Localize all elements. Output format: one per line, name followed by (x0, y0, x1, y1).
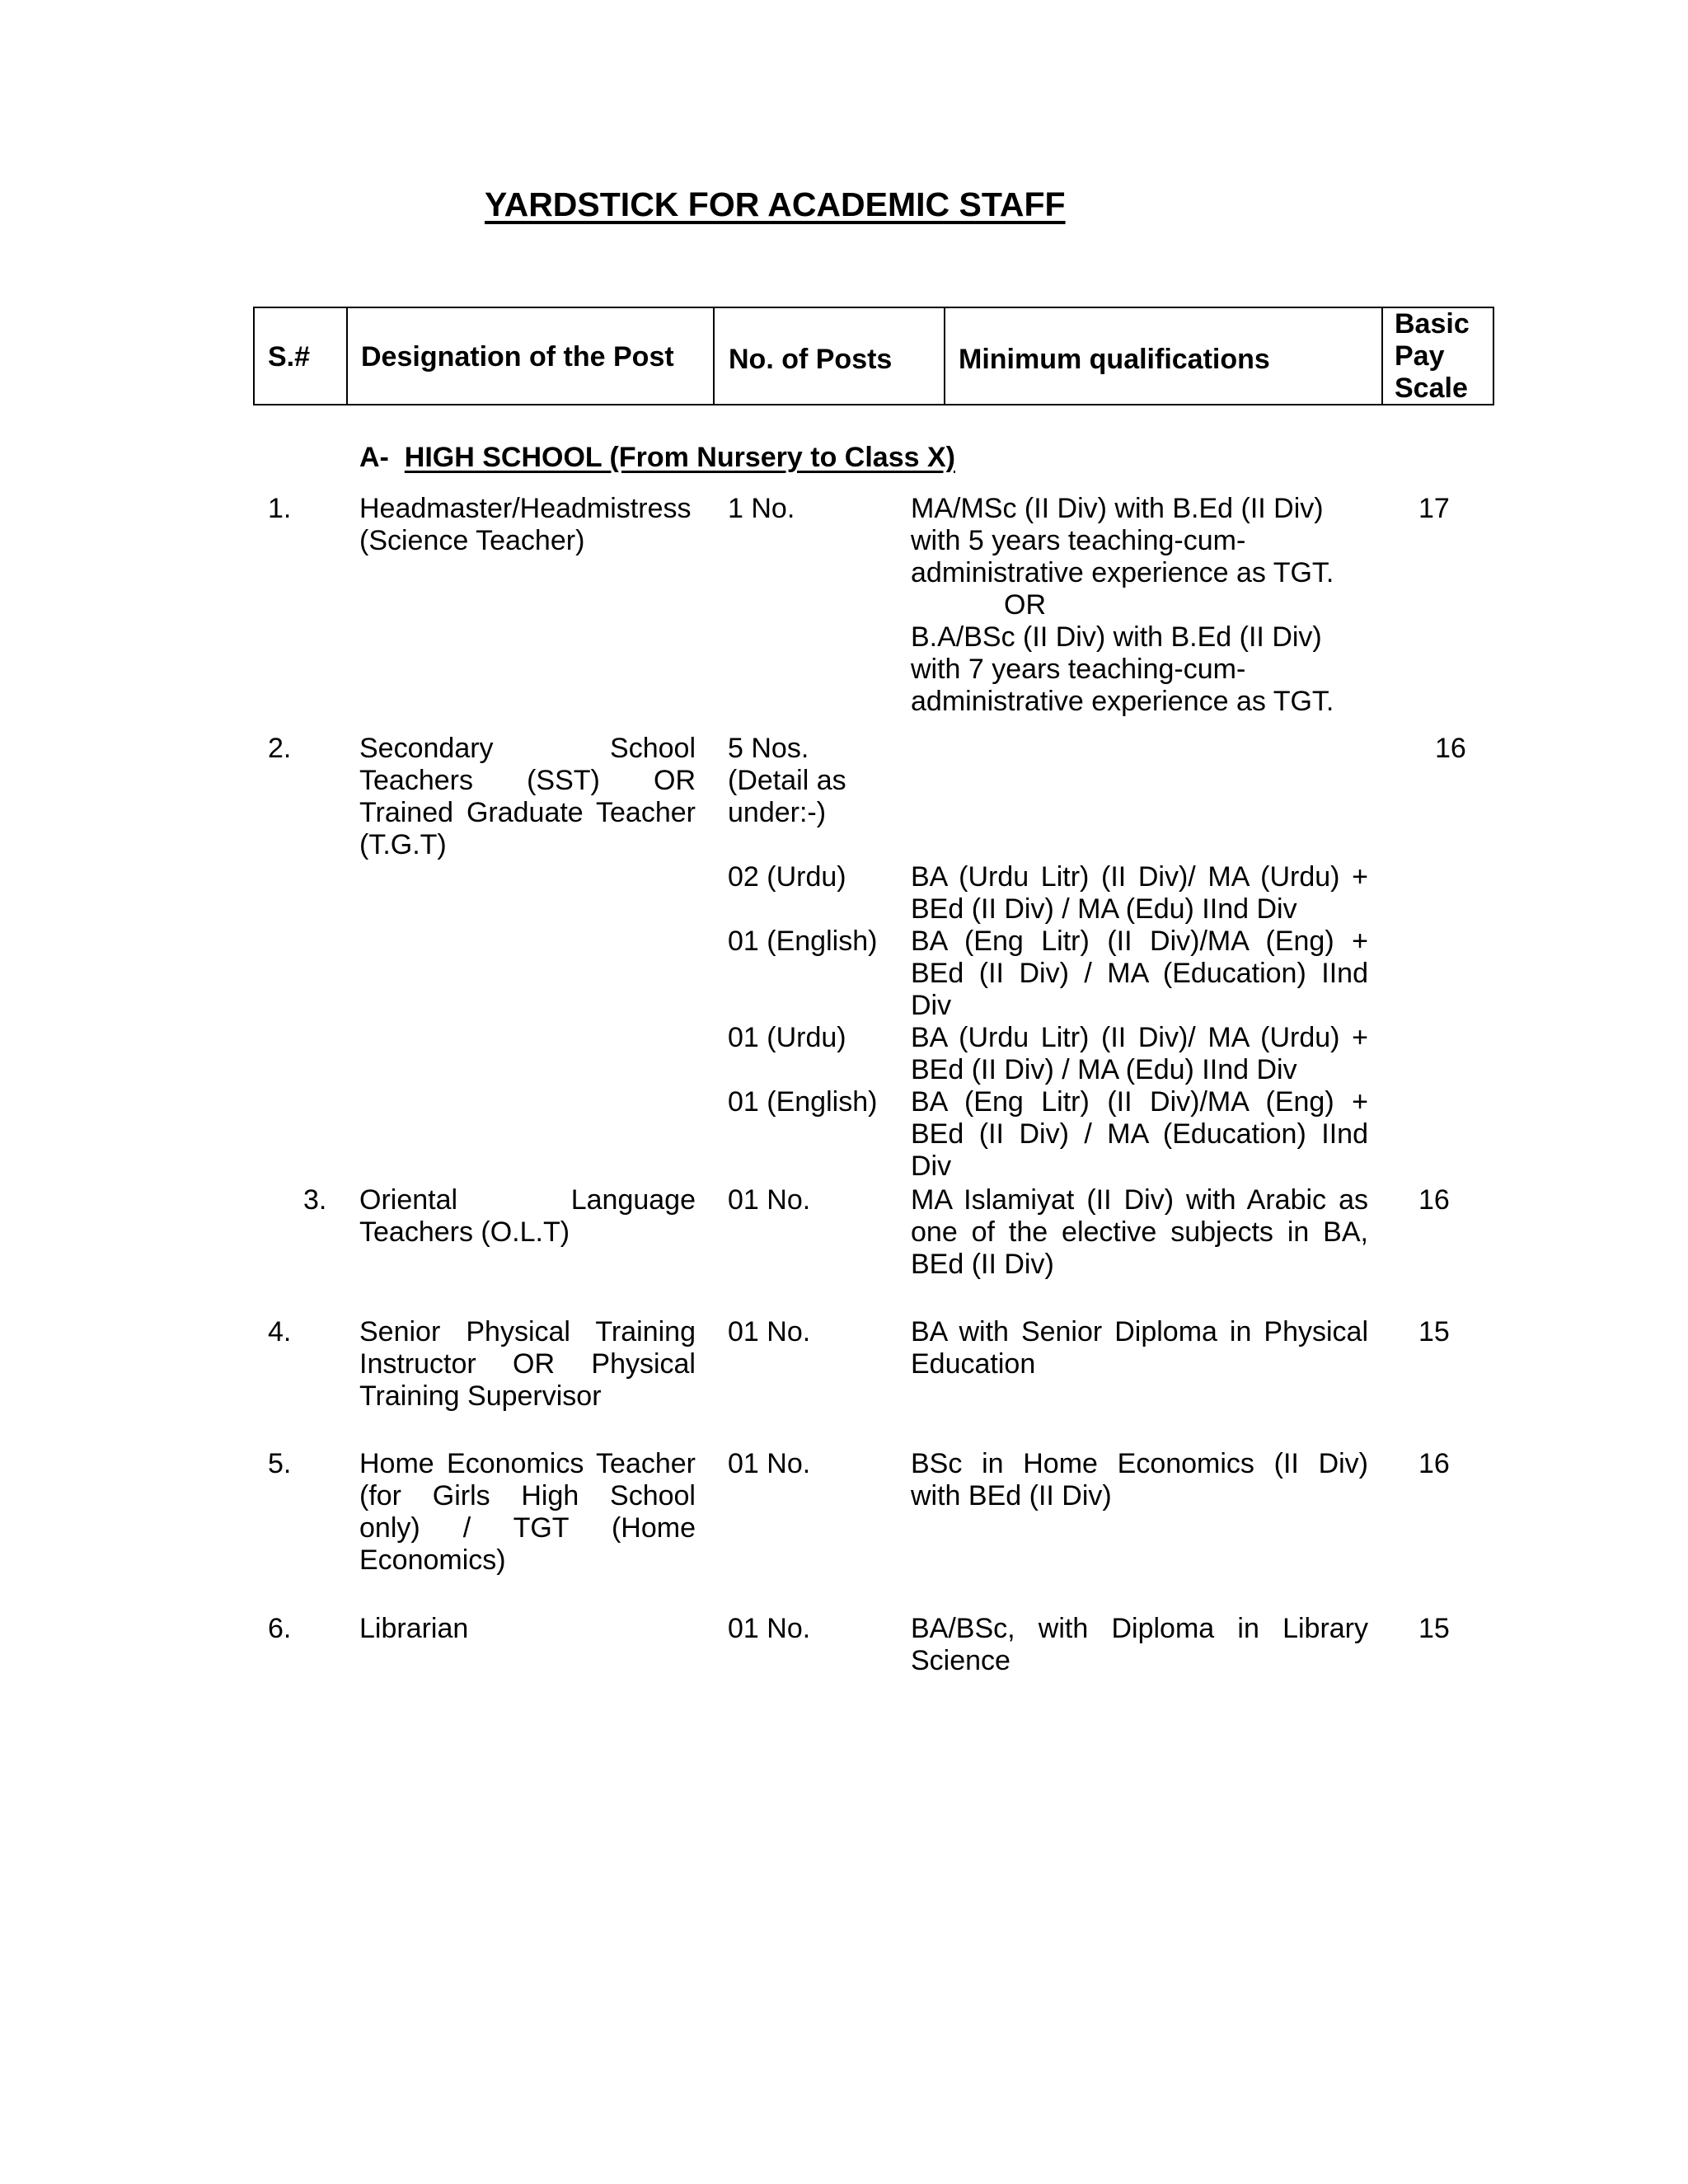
designation-cell: Secondary School Teachers (SST) OR Trained Graduate Teacher (T.G.T) (359, 733, 696, 860)
table-header (253, 307, 1494, 405)
pay-scale-cell: 15 (1418, 1613, 1450, 1644)
designation-cell: Headmaster/Headmistress (Science Teacher) (359, 493, 692, 556)
pay-scale-cell: 16 (1418, 1448, 1450, 1479)
column-divider (713, 308, 715, 404)
section-title: HIGH SCHOOL (From Nursery to Class X) (404, 442, 955, 473)
header-qualifications: Minimum qualifications (959, 344, 1270, 375)
pay-scale-cell: 15 (1418, 1316, 1450, 1347)
section-prefix: A- (359, 442, 389, 473)
row-number: 4. (268, 1316, 292, 1347)
designation-cell: Senior Physical Training Instructor OR Physical Training Supervisor (359, 1316, 696, 1412)
designation-cell: Oriental Language Teachers (O.L.T) (359, 1184, 696, 1248)
posts-cell: 01 No. (728, 1184, 811, 1216)
column-divider (1381, 308, 1383, 404)
qualification-cell: BA with Senior Diploma in Physical Education (911, 1316, 1368, 1380)
sub-qualification-cell: BA (Urdu Litr) (II Div)/ MA (Urdu) + BEd (II Div) / MA (Edu) IInd Div (911, 861, 1368, 925)
header-pay-scale: Basic Pay Scale (1395, 308, 1470, 404)
row-number: 3. (303, 1184, 327, 1216)
row-number: 6. (268, 1613, 292, 1644)
sub-qualification-cell: BA (Eng Litr) (II Div)/MA (Eng) + BEd (II Div) / MA (Education) IInd Div (911, 926, 1368, 1021)
posts-cell: 01 No. (728, 1613, 811, 1644)
qualification-cell: BSc in Home Economics (II Div) with BEd (II Div) (911, 1448, 1368, 1511)
row-number: 2. (268, 733, 292, 764)
sub-posts-cell: 01 (English) (728, 926, 878, 957)
qualification-cell: MA/MSc (II Div) with B.Ed (II Div) with 5 years teaching-cum- administrative experience as TGT. OR B.A/BSc (II Div) with B.Ed (II Div) with 7 years teaching-cum- administrative experience as TGT. (911, 493, 1334, 717)
pay-scale-cell: 16 (1418, 1184, 1450, 1216)
sub-posts-cell: 01 (Urdu) (728, 1022, 846, 1053)
sub-qualification-cell: BA (Urdu Litr) (II Div)/ MA (Urdu) + BEd (II Div) / MA (Edu) IInd Div (911, 1022, 1368, 1085)
column-divider (944, 308, 945, 404)
sub-qualification-cell: BA (Eng Litr) (II Div)/MA (Eng) + BEd (II Div) / MA (Education) IInd Div (911, 1086, 1368, 1182)
qualification-cell: BA/BSc, with Diploma in Library Science (911, 1613, 1368, 1676)
header-posts: No. of Posts (729, 344, 893, 375)
posts-cell: 01 No. (728, 1316, 811, 1347)
header-sno: S.# (268, 341, 311, 373)
posts-cell: 1 No. (728, 493, 795, 524)
designation-cell: Home Economics Teacher (for Girls High School only) / TGT (Home Economics) (359, 1448, 696, 1576)
row-number: 1. (268, 493, 292, 524)
qualification-cell: MA Islamiyat (II Div) with Arabic as one of the elective subjects in BA, BEd (II Div) (911, 1184, 1368, 1280)
sub-posts-cell: 01 (English) (728, 1086, 878, 1118)
section-heading (359, 442, 955, 474)
pay-scale-cell: 16 (1435, 733, 1466, 764)
row-number: 5. (268, 1448, 292, 1479)
sub-posts-cell: 02 (Urdu) (728, 861, 846, 893)
posts-cell: 01 No. (728, 1448, 811, 1479)
header-designation: Designation of the Post (361, 341, 674, 373)
pay-scale-cell: 17 (1418, 493, 1450, 524)
page-title: YARDSTICK FOR ACADEMIC STAFF (485, 185, 1066, 223)
posts-cell: 5 Nos. (Detail as under:-) (728, 733, 846, 828)
column-divider (346, 308, 348, 404)
designation-cell: Librarian (359, 1613, 469, 1644)
